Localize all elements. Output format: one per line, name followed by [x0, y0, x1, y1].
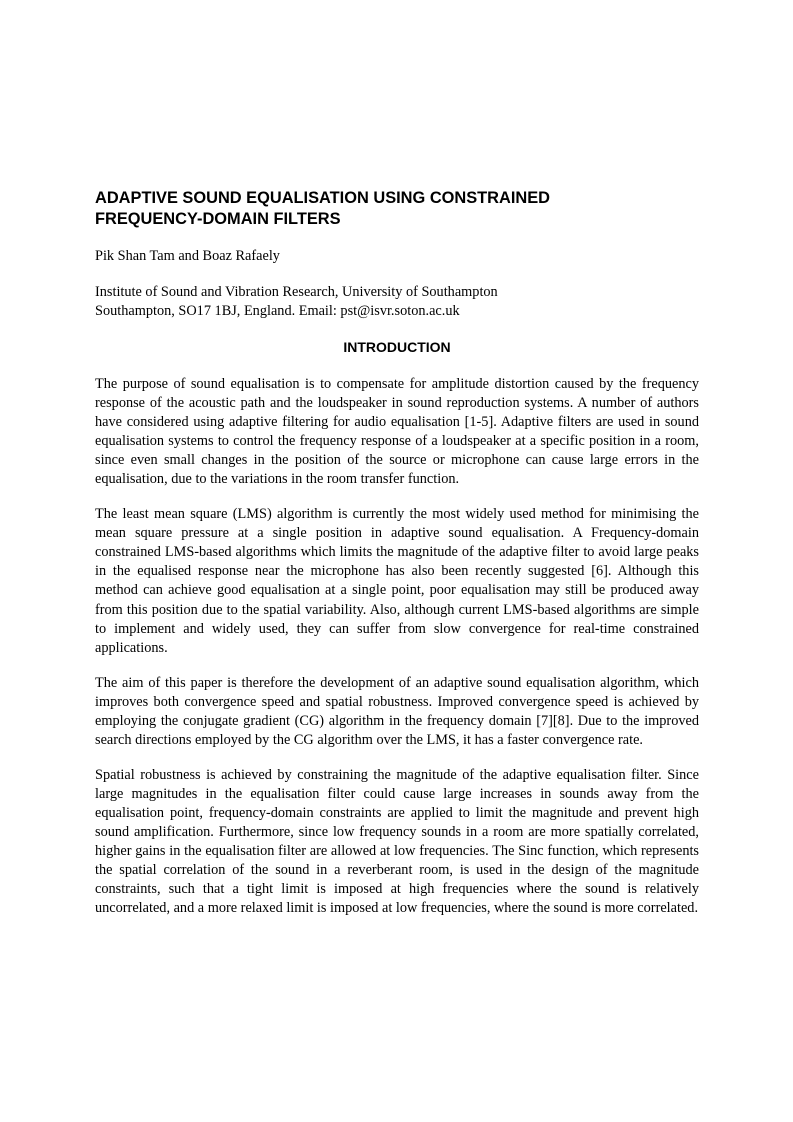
affiliation-line-1: Institute of Sound and Vibration Research, University of Southampton [95, 284, 498, 300]
section-heading-introduction: INTRODUCTION [343, 339, 451, 355]
body-paragraph-3: The aim of this paper is therefore the development of an adaptive sound equalisation algorithm, which improves both convergence speed and spatial robustness. Improved convergence speed is achieved by employing the conjugate gradient (CG) algorithm in the frequency domain [7][8]. Due to the improved search directions employed by the CG algorithm over the LMS, it has a faster convergence rate. [95, 674, 699, 748]
body-paragraph-4: Spatial robustness is achieved by constraining the magnitude of the adaptive equalisation filter. Since large magnitudes in the equalisation filter could cause large increases in sounds away from the equalisation point, frequency-domain constraints are applied to limit the magnitude and prevent high sound amplification. Furthermore, since low frequency sounds in a room are more spatially correlated, higher gains in the equalisation filter are allowed at low frequencies. The Sinc function, which represents the spatial correlation of the sound in a reverberant room, is used in the design of the magnitude constraints, such that a tight limit is imposed at high frequencies where the sound is relatively uncorrelated, and a more relaxed limit is imposed at low frequencies, where the sound is more correlated. [95, 766, 699, 917]
author-list: Pik Shan Tam and Boaz Rafaely [95, 248, 280, 264]
paper-page [95, 188, 699, 918]
title-line-2: FREQUENCY-DOMAIN FILTERS [95, 210, 341, 228]
affiliation [95, 283, 699, 321]
body-paragraph-2: The least mean square (LMS) algorithm is currently the most widely used method for minimising the mean square pressure at a single position in adaptive sound equalisation. A Frequency-domain constrained LMS-based algorithms which limits the magnitude of the adaptive filter to avoid large peaks in the equalised response near the microphone has also been recently suggested [6]. Although this method can achieve good equalisation at a single point, poor equalisation may still be produced away from this position due to the spatial variability. Also, although current LMS-based algorithms are simple to implement and widely used, they can suffer from slow convergence for real-time constrained applications. [95, 506, 699, 656]
affiliation-line-2: Southampton, SO17 1BJ, England. Email: pst@isvr.soton.ac.uk [95, 303, 460, 319]
paper-title [95, 188, 699, 230]
body-paragraph-1: The purpose of sound equalisation is to compensate for amplitude distortion caused by the frequency response of the acoustic path and the loudspeaker in sound reproduction systems. A number of authors have considered using adaptive filtering for audio equalisation [1-5]. Adaptive filters are used in sound equalisation systems to control the frequency response of a loudspeaker at a specific position in a room, since even small changes in the position of the source or microphone can cause large errors in the equalisation, due to the variations in the room transfer function. [95, 376, 699, 488]
title-line-1: ADAPTIVE SOUND EQUALISATION USING CONSTRAINED [95, 189, 551, 207]
